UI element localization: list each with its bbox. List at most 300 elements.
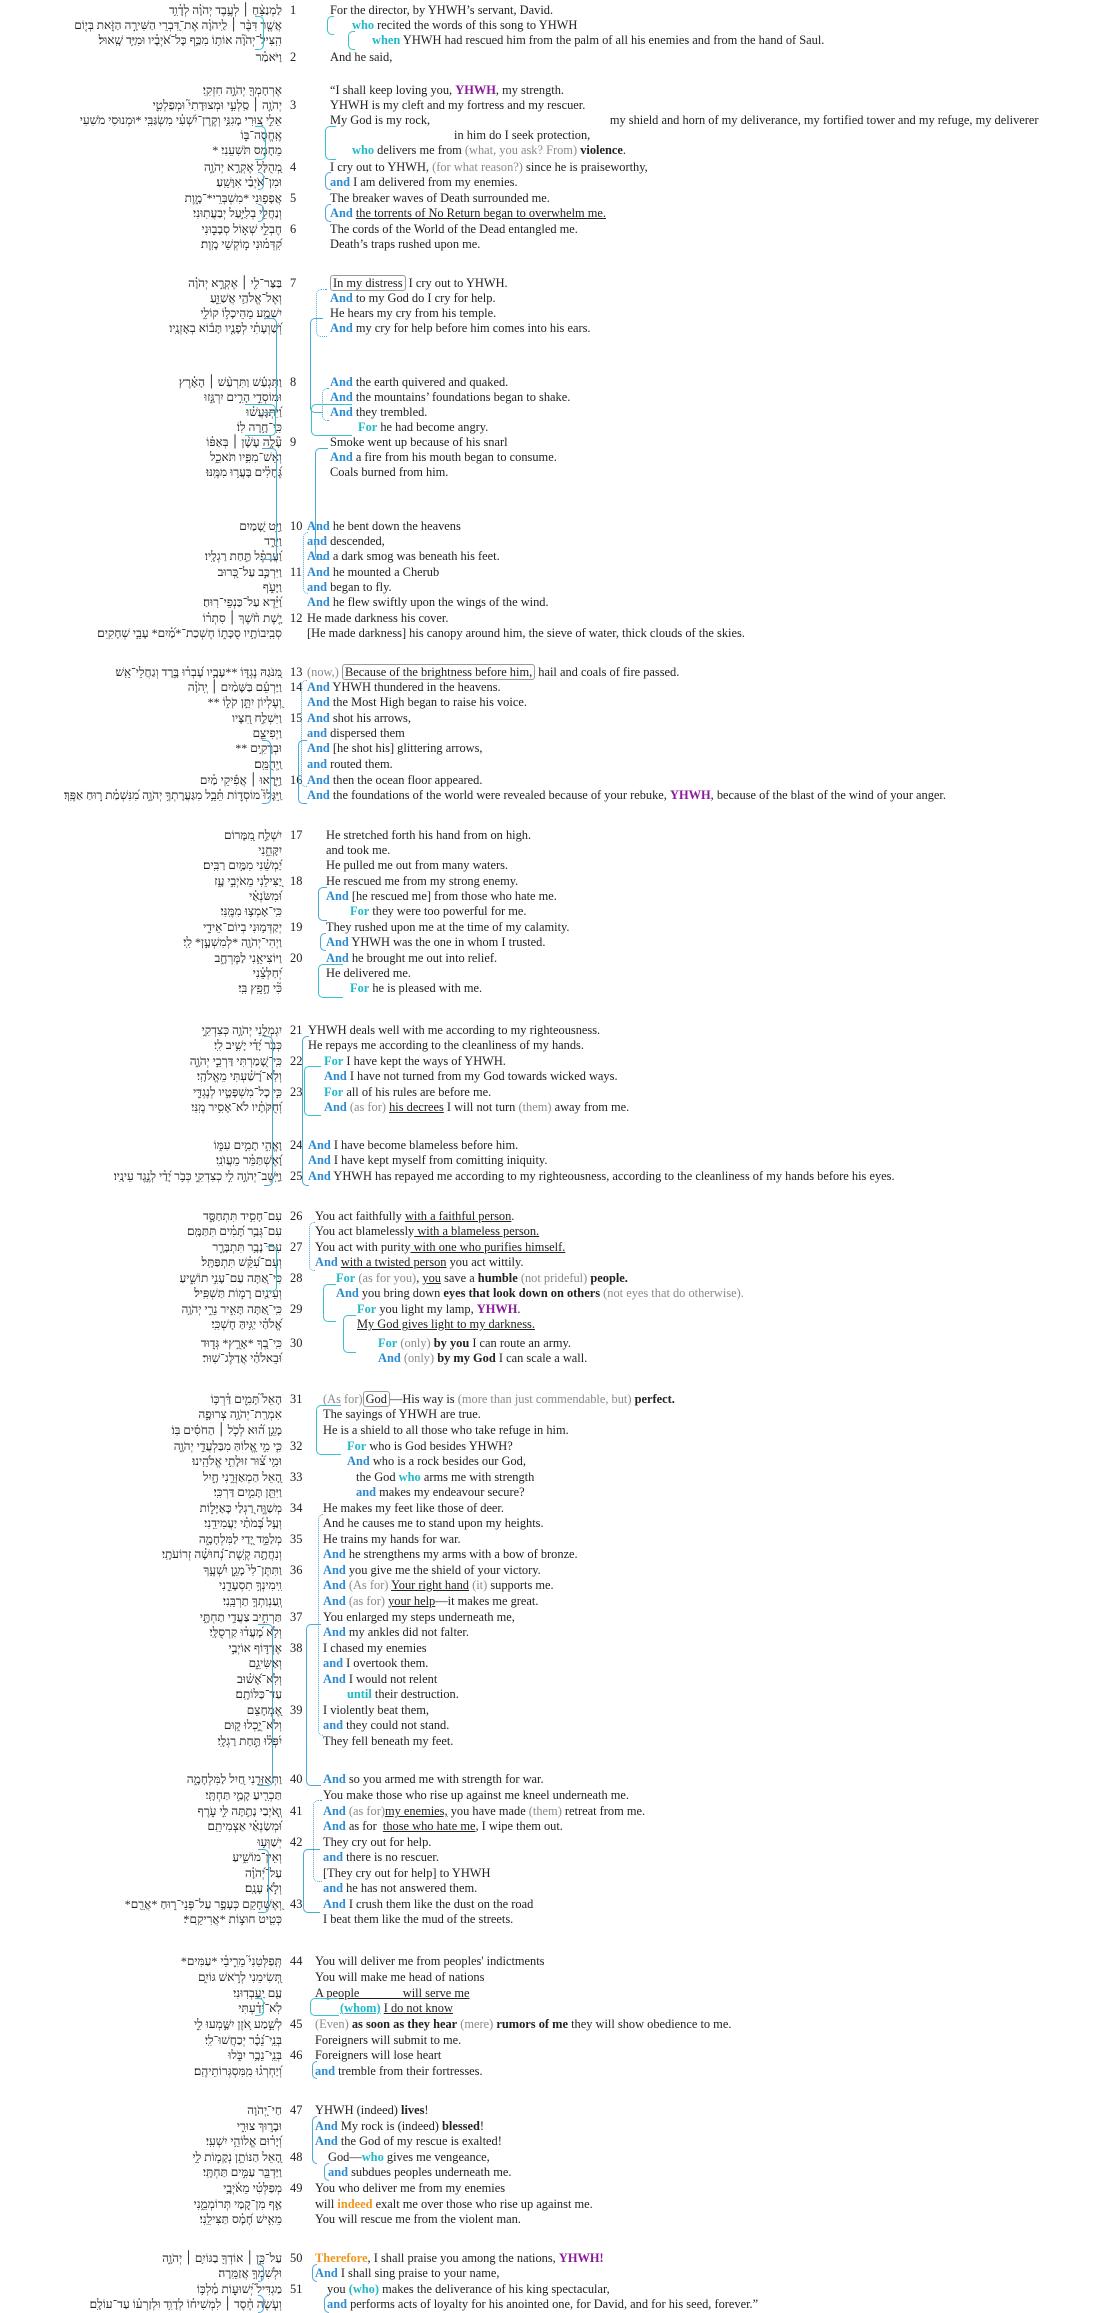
- conjunction-marker: For: [336, 1271, 356, 1285]
- verse-line: [0, 291, 1110, 306]
- hebrew-text: וְ֝יַחְרְג֗וּ מִֽמִּסְגְּרוֹתֵיהֶֽם׃: [193, 2064, 282, 2078]
- english-translation: [307, 580, 392, 595]
- verse-line: [0, 1485, 1110, 1500]
- hebrew-text: וְ֝יָר֗וּם אֱלוֹהֵ֥י יִשְׁעִֽי׃: [205, 2134, 282, 2148]
- text-segment: (as for you): [358, 1271, 417, 1285]
- verse-line: [0, 580, 1110, 595]
- bracket: [348, 31, 355, 50]
- text-segment: recited the words of this song to YHWH: [374, 18, 578, 32]
- bracket: [327, 16, 334, 35]
- text-segment: you bring down: [358, 1286, 444, 1300]
- text-segment: routed them.: [326, 757, 393, 771]
- english-translation: [454, 128, 590, 143]
- conjunction-marker: And: [330, 375, 353, 389]
- english-translation: [323, 1501, 504, 1516]
- text-segment: all of his rules are before me.: [343, 1085, 492, 1099]
- verse-line: [0, 874, 1110, 889]
- hebrew-text: בַּצַּר־לִ֤י ׀ אֶקְרָ֣א יְהֹוָ֗ה: [188, 276, 282, 290]
- verse-line: [0, 1054, 1110, 1069]
- verse-line: [0, 966, 1110, 981]
- verse-number: 36: [290, 1563, 303, 1577]
- hebrew-text: יִשְׁלַ֣ח מִ֭מָּרוֹם: [223, 828, 282, 842]
- conjunction-marker: and: [315, 2064, 335, 2078]
- english-translation: [307, 726, 405, 741]
- hebrew-text: תְּ֭שִׂימֵנִי לְרֹ֣אשׁ גּוֹיִ֑ם: [198, 1970, 282, 1984]
- verse-line: [0, 2297, 1110, 2312]
- text-segment: I violently beat them,: [323, 1703, 429, 1717]
- text-segment: he brought me out into relief.: [348, 951, 498, 965]
- verse-line: [0, 2212, 1110, 2227]
- hebrew-text: עַל־יְ֝הֹוָ֗ה: [244, 1866, 282, 1880]
- bracket: [324, 2295, 329, 2313]
- bracket-hebrew: [258, 1849, 269, 1913]
- verse-number: 40: [290, 1772, 303, 1786]
- bracket: [303, 1849, 320, 1913]
- hebrew-text: כְּטִ֖יט חוּצ֣וֹת *אֲרִיקֵֽם*׃: [183, 1912, 282, 1926]
- hebrew-text: וַיַּדְבֵּ֖ר עַמִּ֣ים תַּחְתָּֽי׃: [202, 2165, 282, 2179]
- verse-number: 19: [290, 920, 303, 934]
- conjunction-marker: and: [330, 175, 350, 189]
- verse-line: [0, 375, 1110, 390]
- hebrew-text: מְפַלְּטִ֗י מֵאֹ֫יְבָ֥י: [223, 2181, 282, 2195]
- verse-line: [0, 1819, 1110, 1834]
- verse-number: 5: [290, 191, 297, 205]
- text-segment: YHWH deals well with me according to my righteousness.: [308, 1023, 601, 1037]
- verse-number: 24: [290, 1138, 303, 1152]
- verse-number: 30: [290, 1336, 303, 1350]
- conjunction-marker: And: [307, 711, 330, 725]
- english-translation: [307, 773, 482, 788]
- hebrew-text: וַיֵּ֣ט שָׁ֭מַיִם: [239, 519, 282, 533]
- text-segment: [They cry out for help] to YHWH: [323, 1866, 491, 1880]
- english-translation: [356, 1470, 534, 1485]
- text-segment: shot his arrows,: [329, 711, 411, 725]
- english-translation: [324, 1069, 618, 1084]
- text-segment: Foreigners will submit to me.: [315, 2033, 462, 2047]
- text-segment: hail and coals of fire passed.: [535, 665, 680, 679]
- verse-line: [0, 695, 1110, 710]
- text-segment: —it makes me great.: [435, 1594, 539, 1608]
- verse-line: [0, 534, 1110, 549]
- english-translation: [378, 1351, 587, 1366]
- text-segment: He delivered me.: [326, 966, 411, 980]
- conjunction-marker: who: [352, 18, 375, 32]
- verse-line: [0, 465, 1110, 480]
- verse-number: 43: [290, 1897, 303, 1911]
- english-translation: [330, 321, 591, 336]
- conjunction-marker: and: [323, 1881, 343, 1895]
- text-segment: so you armed me with strength for war.: [345, 1772, 544, 1786]
- verse-line: [0, 843, 1110, 858]
- verse-line: [0, 1317, 1110, 1332]
- verse-number: 23: [290, 1085, 303, 1099]
- hebrew-text: וְלֹא־יֻ֣כְלוּ ק֑וּם: [223, 1718, 282, 1732]
- text-segment: the Most High began to raise his voice.: [329, 695, 527, 709]
- conjunction-marker: And: [347, 1454, 370, 1468]
- hebrew-text: יִקָּחֵ֑נִי: [258, 843, 282, 857]
- text-segment: A people will serve me: [315, 1986, 470, 2000]
- english-translation: [307, 565, 439, 580]
- english-translation: [307, 549, 500, 564]
- hebrew-text: וְאֶל־אֱלֹהַ֥י אֲשַׁוֵּ֑עַ: [210, 291, 282, 305]
- hebrew-text: עָ֘לָ֤ה עָשָׁ֨ן ׀ בְּאַפּ֗וֹ: [206, 435, 282, 449]
- text-segment: indeed: [337, 2197, 373, 2211]
- english-translation: [326, 920, 570, 935]
- verse-line: [0, 2181, 1110, 2196]
- text-segment: (more than just commendable, but): [457, 1392, 632, 1406]
- hebrew-text: וְנַחֲלֵ֖י בְלִיַּ֣עַל יְבַעֲתֽוּנִי׃: [193, 206, 282, 220]
- english-translation: [347, 1439, 513, 1454]
- english-translation: [315, 2119, 484, 2134]
- text-segment: (Even): [315, 2017, 349, 2031]
- verse-number: 9: [290, 435, 297, 449]
- text-segment: My God gives light to my darkness.: [357, 1317, 535, 1331]
- verse-line: [0, 113, 1110, 128]
- verse-line: [0, 191, 1110, 206]
- text-segment: And he said,: [330, 50, 393, 64]
- conjunction-marker: For: [350, 981, 370, 995]
- verse-number: 42: [290, 1835, 303, 1849]
- text-segment: his decrees: [389, 1100, 444, 1114]
- text-segment: blessed: [442, 2119, 480, 2133]
- verse-line: [0, 306, 1110, 321]
- hebrew-text: וּבְרָקִ֥ים **: [235, 741, 282, 755]
- hebrew-text: מָגֵ֥ן ה֝֗וּא לְכֹ֤ל ׀ הַחֹסִ֬ים בּֽוֹ׃: [171, 1423, 282, 1437]
- hebrew-text: וְלֹ֣א עָנָֽם׃: [244, 1881, 282, 1895]
- text-segment: the God: [356, 1470, 399, 1484]
- conjunction-marker: and: [323, 1718, 343, 1732]
- text-segment: He pulled me out from many waters.: [326, 858, 509, 872]
- english-translation: [326, 935, 545, 950]
- text-segment: He repays me according to the cleanliness of my hands.: [308, 1038, 584, 1052]
- hebrew-text: מִ֭נֹּגַהּ נֶגְדּ֑וֹ **עָבָ֥יו עָ֝בְר֗וּ בָּ֣רָד וְגַחֲלֵי־אֵֽשׁ׃: [115, 665, 282, 679]
- english-translation: [315, 2048, 441, 2063]
- hebrew-text: וַ֝עֲרָפֶ֗ל תַּ֣חַת רַגְלָֽיו׃: [204, 549, 282, 563]
- text-segment: they trembled.: [352, 405, 428, 419]
- text-segment: you: [422, 1271, 441, 1285]
- text-segment: He rescued me from my strong enemy.: [326, 874, 519, 888]
- verse-line: [0, 1038, 1110, 1053]
- english-translation: [330, 98, 585, 113]
- english-translation: [307, 757, 393, 772]
- text-segment: [He made darkness] his canopy around him, the sieve of water, thick clouds of the skies.: [307, 626, 745, 640]
- english-translation: [352, 18, 577, 33]
- hebrew-text: כִּֽי־בְ֭ךָ *אָרֻ֣ץ* גְּד֑וּד: [200, 1336, 282, 1350]
- english-translation: [323, 1656, 428, 1671]
- text-segment: away from me.: [551, 1100, 630, 1114]
- text-segment: save a: [440, 1271, 478, 1285]
- bracket-hebrew: [255, 16, 264, 50]
- verse-number: 48: [290, 2150, 303, 2164]
- english-translation: [323, 1547, 578, 1562]
- hebrew-text: עִם־גְּבַ֥ר תָּ֝מִ֗ים תִּתַּמָּֽם׃: [187, 1224, 282, 1238]
- text-segment: He stretched forth his hand from on high.: [326, 828, 532, 842]
- verse-line: [0, 626, 1110, 641]
- conjunction-marker: And: [307, 595, 330, 609]
- hebrew-text: וַתִּגְעַ֬שׁ וַתִּרְעַ֨שׁ ׀ הָאָ֗רֶץ: [178, 375, 282, 389]
- conjunction-marker: And: [323, 1897, 346, 1911]
- english-translation: [323, 1819, 563, 1834]
- text-segment: You who deliver me from my enemies: [315, 2181, 506, 2195]
- text-segment: I crush them like the dust on the road: [345, 1897, 534, 1911]
- verse-line: [0, 1850, 1110, 1865]
- hebrew-text: מַגְדִּיל֮ יְשׁוּע֪וֹת מַ֫לְכּ֥וֹ: [196, 2282, 282, 2296]
- conjunction-marker: who: [361, 2150, 384, 2164]
- text-segment: a dark smog was beneath his feet.: [329, 549, 500, 563]
- verse-line: [0, 1423, 1110, 1438]
- text-segment: delivers me from: [374, 143, 465, 157]
- verse-line: [0, 1392, 1110, 1407]
- conjunction-marker: And: [308, 1138, 331, 1152]
- hebrew-text: יְשַׁוְּע֥וּ: [257, 1835, 282, 1849]
- conjunction-marker: And: [330, 450, 353, 464]
- verse-line: [0, 1881, 1110, 1896]
- text-segment: he mounted a Cherub: [329, 565, 440, 579]
- conjunction-marker: And: [378, 1351, 401, 1365]
- english-translation: [326, 874, 518, 889]
- text-segment: !: [479, 2119, 485, 2133]
- english-translation: [330, 237, 480, 252]
- english-translation: [330, 222, 578, 237]
- verse-line: [0, 33, 1110, 48]
- english-translation: [307, 519, 461, 534]
- text-segment: “I shall keep loving you,: [330, 83, 456, 97]
- conjunction-marker: who: [352, 143, 375, 157]
- bracket: [309, 1222, 315, 1271]
- english-translation: [323, 1672, 437, 1687]
- verse-line: [0, 98, 1110, 113]
- verse-line: [0, 1788, 1110, 1803]
- hebrew-text: כְּבֹ֥ר יָ֝דַ֗י יָשִׁ֥יב לִֽי׃: [214, 1038, 282, 1052]
- verse-line: [0, 1703, 1110, 1718]
- verse-number: 29: [290, 1302, 303, 1316]
- bracket-hebrew: [258, 2295, 264, 2313]
- bracket-hebrew: [255, 1998, 264, 2016]
- conjunction-marker: And: [307, 565, 330, 579]
- conjunction-marker: And: [326, 889, 349, 903]
- verse-line: [0, 1718, 1110, 1733]
- english-translation: [323, 1423, 569, 1438]
- text-segment: You will rescue me from the violent man.: [315, 2212, 521, 2226]
- verse-line: [0, 1351, 1110, 1366]
- hebrew-text: אֶרְחָמְךָ֖ יְהֹוָ֣ה חִזְקִֽי׃: [202, 83, 282, 97]
- verse-number: 8: [290, 375, 297, 389]
- text-segment: my cry for help before him comes into his ears.: [352, 321, 591, 335]
- verse-line: [0, 1224, 1110, 1239]
- english-translation: [330, 160, 648, 175]
- text-segment: arms me with strength: [420, 1470, 535, 1484]
- hebrew-text: יְהֹוָ֤ה ׀ סַֽלְעִ֣י וּמְצוּדָתִי֮ וּמְפַלְטִ֪י: [152, 98, 282, 112]
- hebrew-text: כִּֽי־חָ֥רָה לֽוֹ׃: [236, 420, 282, 434]
- hebrew-text: וַ֝יֵּ֗דֶא עַל־כַּנְפֵי־רֽוּחַ׃: [202, 595, 282, 609]
- verse-line: [0, 1069, 1110, 1084]
- conjunction-marker: and: [328, 2165, 348, 2179]
- verse-number: 21: [290, 1023, 303, 1037]
- hebrew-text: חֶבְלֵ֣י שְׁא֣וֹל סְבָב֑וּנִי: [201, 222, 282, 236]
- bracket-hebrew: [258, 204, 264, 222]
- hebrew-text: וְֽאֹ֭יְבַי נָתַ֣תָּה לִּ֣י עֹ֑רֶף: [197, 1804, 282, 1818]
- text-segment: I would not relent: [345, 1672, 438, 1686]
- english-translation: [330, 191, 550, 206]
- hebrew-text: כִּֽי־אָמְצ֥וּ מִמֶּֽנִּי׃: [220, 904, 282, 918]
- hebrew-text: וַיְפִיצֵ֑ם: [252, 726, 282, 740]
- hebrew-text: תַּרְחִ֣יב צַעֲדִ֣י תַחְתָּ֑י: [199, 1610, 282, 1624]
- english-translation: [330, 113, 1039, 128]
- verse-line: [0, 1835, 1110, 1850]
- text-segment: (as for): [348, 1804, 385, 1818]
- hebrew-text: אֶ֭מְחָצֵם: [246, 1703, 282, 1717]
- verse-line: [0, 2282, 1110, 2297]
- hebrew-text: הָ֭אֵל הַנּוֹתֵ֣ן נְקָמ֣וֹת לִ֑י: [192, 2150, 282, 2164]
- verse-line: [0, 904, 1110, 919]
- text-segment: your help: [388, 1594, 436, 1608]
- verse-line: [0, 726, 1110, 741]
- verse-line: [0, 1625, 1110, 1640]
- english-translation: [323, 1578, 554, 1593]
- hebrew-text: אַ֣ף מִן־קָ֭מַי תְּרוֹמְמֵ֑נִי: [193, 2197, 282, 2211]
- text-segment: And he causes me to stand upon my heights.: [323, 1516, 544, 1530]
- text-segment: I can scale a wall.: [495, 1351, 588, 1365]
- verse-line: [0, 1954, 1110, 1969]
- verse-line: [0, 2033, 1110, 2048]
- hebrew-text: יִשְׁמַ֣ע מֵהֵיכָל֣וֹ קוֹלִ֑י: [200, 306, 282, 320]
- conjunction-marker: And: [324, 1069, 347, 1083]
- verse-number: 20: [290, 951, 303, 965]
- text-segment: For the director, by YHWH’s servant, David.: [330, 3, 554, 17]
- verse-line: [0, 321, 1110, 336]
- text-segment: They fell beneath my feet.: [323, 1734, 454, 1748]
- bracket: [318, 964, 343, 998]
- text-segment: you light my lamp,: [376, 1302, 477, 1316]
- bracket: [325, 126, 336, 160]
- hebrew-text: וַיֵּ֤רָאוּ ׀ אֲפִ֬יקֵי מַ֗יִם: [199, 773, 282, 787]
- verse-number: 25: [290, 1169, 303, 1183]
- hebrew-text: יַ֝מְשֵׁ֗נִי מִמַּ֥יִם רַבִּֽים׃: [203, 858, 282, 872]
- text-segment: since he is praiseworthy,: [522, 160, 648, 174]
- text-segment: with one who purifies himself.: [410, 1240, 566, 1254]
- bracket-hebrew: [258, 1624, 273, 1786]
- verse-number: 14: [290, 680, 303, 694]
- text-segment: to my God do I cry for help.: [352, 291, 496, 305]
- text-segment: he strengthens my arms with a bow of bronze.: [345, 1547, 578, 1561]
- text-segment: then the ocean floor appeared.: [329, 773, 483, 787]
- english-translation: [315, 2134, 502, 2149]
- text-segment: (not prideful): [520, 1271, 588, 1285]
- text-segment: I have not turned from my God towards wicked ways.: [346, 1069, 618, 1083]
- hebrew-text: וְֽעַנְוַתְךָ֥ תַרְבֵּֽנִי׃: [222, 1594, 282, 1608]
- verse-line: [0, 405, 1110, 420]
- conjunction-marker: And: [315, 2134, 338, 2148]
- verse-line: [0, 1100, 1110, 1115]
- english-translation: [315, 1240, 565, 1255]
- conjunction-marker: until: [347, 1687, 372, 1701]
- text-segment: lives: [401, 2103, 425, 2117]
- text-segment: descended,: [326, 534, 385, 548]
- english-translation: [323, 1835, 431, 1850]
- english-translation: [323, 1407, 481, 1422]
- text-segment: (only): [400, 1336, 431, 1350]
- bracket: [320, 933, 326, 951]
- conjunction-marker: And: [307, 788, 330, 802]
- verse-line: [0, 2001, 1110, 2016]
- english-translation: [315, 2017, 731, 2032]
- english-translation: [326, 951, 497, 966]
- verse-line: [0, 519, 1110, 534]
- verse-line: [0, 1532, 1110, 1547]
- hebrew-text: עִם־נָבָ֥ר תִּתְבָּרָ֑ר: [212, 1240, 282, 1254]
- verse-number: 34: [290, 1501, 303, 1515]
- english-translation: [323, 1563, 541, 1578]
- hebrew-text: וּ֝מִשֹּׂנְאַ֗י: [249, 889, 282, 903]
- text-segment: He trains my hands for war.: [323, 1532, 461, 1546]
- english-translation: [330, 375, 508, 390]
- hebrew-text: וַיְהִי־יְהֹוָ֖ה *לְמִשְׁעָ֣ן* לִֽי׃: [183, 935, 282, 949]
- conjunction-marker: And: [308, 1169, 331, 1183]
- hebrew-text: וִֽימִינְךָ֥ תִסְעָדֵ֑נִי: [218, 1578, 282, 1592]
- english-translation: [323, 1850, 439, 1865]
- verse-line: [0, 237, 1110, 252]
- text-segment: dispersed them: [326, 726, 405, 740]
- english-translation: [307, 665, 679, 680]
- text-segment: God: [363, 1391, 390, 1407]
- hebrew-text: כִּֽי־שָׁ֭מַרְתִּי דַּרְכֵ֣י יְהֹוָ֑ה: [189, 1054, 282, 1068]
- verse-number: 4: [290, 160, 297, 174]
- english-translation: [308, 1138, 518, 1153]
- hebrew-text: בְּנֵֽי־נֵ֝כָ֗ר יְכַחֲשׁוּ־לִֽי׃: [204, 2033, 282, 2047]
- verse-line: [0, 935, 1110, 950]
- conjunction-marker: And: [315, 1255, 338, 1269]
- english-translation: [330, 83, 564, 98]
- text-segment: with a twisted person: [340, 1255, 447, 1269]
- english-translation: [330, 175, 518, 190]
- verse-line: [0, 1986, 1110, 2001]
- english-translation: [357, 1317, 535, 1332]
- bracket: [343, 1315, 356, 1353]
- text-segment: (as for): [348, 1594, 385, 1608]
- english-translation: [323, 1897, 533, 1912]
- english-translation: [323, 1610, 515, 1625]
- hebrew-text: אֵלִ֣י צ֭וּרִי מָגִנִּ֥י וְקֶרֶן־יִ֝שְׁעִ֗י מִשְׂגַּבִּֽי *וּמְנוּסִי מֹשִׁעִי: [79, 113, 282, 127]
- verse-line: [0, 1804, 1110, 1819]
- verse-number: 38: [290, 1641, 303, 1655]
- verse-line: [0, 1897, 1110, 1912]
- hebrew-text: כִּ֘י חָ֥פֵֽץ בִּֽי׃: [238, 981, 282, 995]
- text-segment: he has not answered them.: [342, 1881, 478, 1895]
- text-segment: the God of my rescue is exalted!: [337, 2134, 502, 2148]
- verse-line: [0, 2134, 1110, 2149]
- hebrew-text: הָ֭אֵל הַמְאַזְּרֵ֣נִי חָ֑יִל: [202, 1470, 282, 1484]
- verse-number: 15: [290, 711, 303, 725]
- bracket: [312, 2061, 317, 2079]
- text-segment: you: [327, 2282, 349, 2296]
- conjunction-marker: And: [323, 1772, 346, 1786]
- verse-number: 18: [290, 874, 303, 888]
- text-segment: You act with purity: [315, 1240, 411, 1254]
- english-translation: [356, 1485, 525, 1500]
- hebrew-text: גֶּ֝חָלִ֗ים בָּעֲר֥וּ מִמֶּֽנּוּ׃: [205, 465, 282, 479]
- hebrew-text: עַל־כֵּ֤ן ׀ אוֹדְךָ֖ בַגּוֹיִ֥ם ׀ יְהֹוָ֑ה: [162, 2251, 282, 2265]
- english-translation: [330, 206, 606, 221]
- verse-number: 17: [290, 828, 303, 842]
- text-segment: and took me.: [326, 843, 391, 857]
- english-translation: [307, 611, 448, 626]
- conjunction-marker: And: [330, 390, 353, 404]
- english-translation: [328, 2150, 490, 2165]
- verse-number: 49: [290, 2181, 303, 2195]
- english-translation: [315, 2103, 429, 2118]
- verse-number: 3: [290, 98, 297, 112]
- hebrew-text: לְשֵׁ֣מַע אֹ֭זֶן יִשָּׁ֣מְעוּ לִ֑י: [194, 2017, 282, 2031]
